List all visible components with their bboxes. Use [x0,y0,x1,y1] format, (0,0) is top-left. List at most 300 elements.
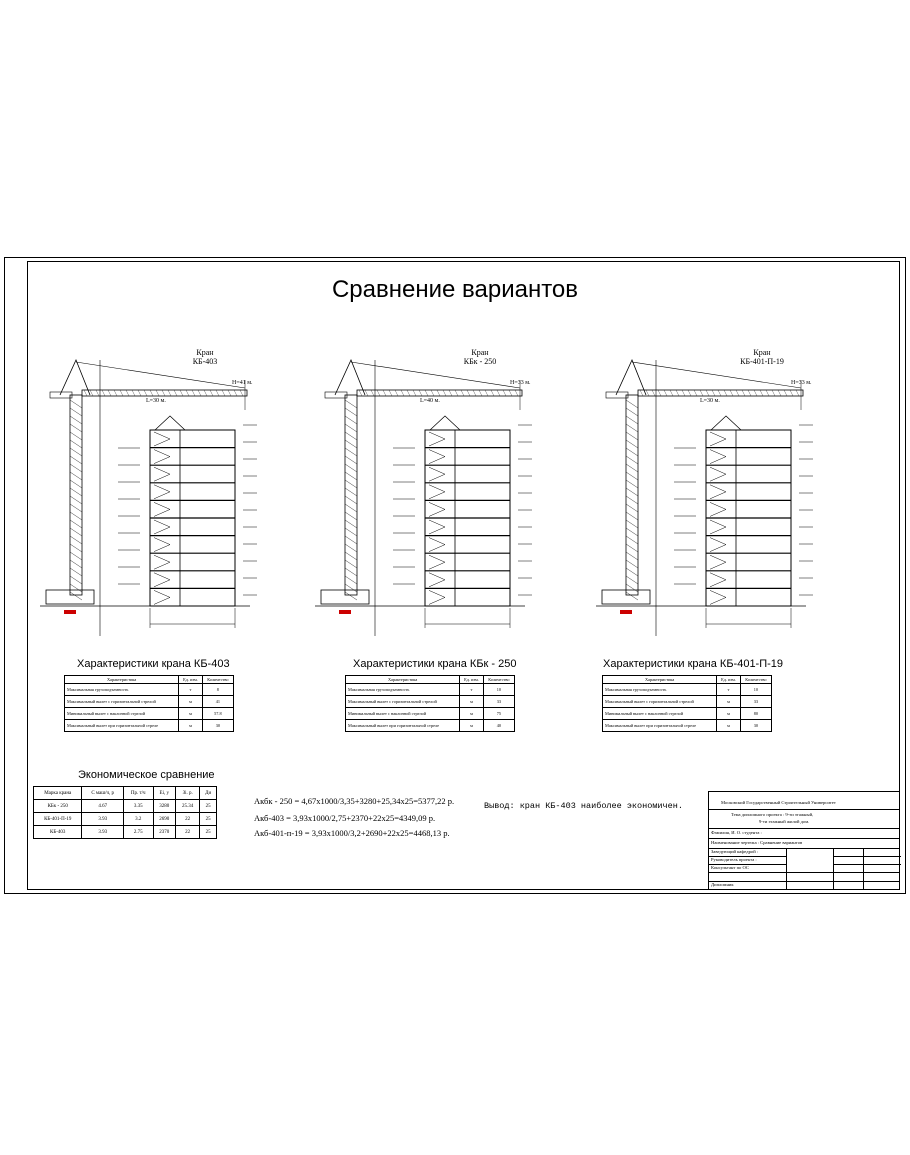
jib-lattice [461,390,464,396]
table-cell: Максимальный вылет с горизонтальной стрелой [346,696,460,708]
crane-label-3: Кран КБ-401-П-19 [740,348,784,366]
stair-flight [710,485,726,499]
mast-lattice [345,472,357,480]
table-cell: 3.2 [123,813,153,826]
crane-2-height: Н=33 м. [510,380,531,386]
table-row [34,813,217,826]
jib-lattice [114,390,117,396]
crane-1-reach: L=30 м. [146,398,166,404]
table-cell: 25.34 [175,800,199,813]
table-cell: 57.8 [202,708,233,720]
jib-lattice [425,390,428,396]
mast-lattice [626,584,638,592]
jib-lattice [401,390,404,396]
jib-lattice [772,390,775,396]
mast-lattice [70,552,82,560]
jib-lattice [706,390,709,396]
crane-1-height: Н=41 м. [232,380,253,386]
jib-lattice [162,390,165,396]
jib-lattice [359,390,362,396]
jib-lattice [383,390,386,396]
roof-structure [155,416,185,430]
mast-lattice [70,504,82,512]
crane-3-height: Н=33 м. [791,380,812,386]
mast-lattice [626,480,638,488]
jib-lattice [503,390,506,396]
mast-lattice [70,416,82,424]
jib-lattice [742,390,745,396]
stair-flight [154,432,170,446]
roof-structure [430,416,460,430]
mast-lattice [345,576,357,584]
mast-lattice [70,520,82,528]
table-row [346,696,515,708]
stair-flight [154,485,170,499]
mast-lattice [626,464,638,472]
crane-3-reach: L=30 м. [700,398,720,404]
mast-lattice [626,416,638,424]
mast-lattice [70,432,82,440]
stair-flight [154,520,170,534]
table-cell: 2.75 [123,826,153,839]
jib-lattice [485,390,488,396]
jib-lattice [778,390,781,396]
table-row [603,708,772,720]
mast-lattice [626,456,638,464]
eco-header: С маш/ч, р [82,787,124,800]
stamp-student: Фамилия, И. О. студента : [711,830,762,835]
jib-lattice [108,390,111,396]
mast-lattice [345,560,357,568]
crane-label-2: Кран КБк - 250 [463,348,497,366]
mast-lattice [70,544,82,552]
stamp-head-dept: Заведующий кафедрой : [711,849,759,854]
mast-lattice [345,512,357,520]
stair-flight [154,502,170,516]
table-cell: 25 [200,800,217,813]
mast-lattice [626,400,638,408]
table-cell: 22 [175,826,199,839]
mast-lattice [70,560,82,568]
stair-flight [429,520,445,534]
jib-lattice [138,390,141,396]
mast-lattice [70,536,82,544]
jib-lattice [144,390,147,396]
stair-flight [710,590,726,604]
jib-lattice [736,390,739,396]
jib-lattice [371,390,374,396]
jib-lattice [413,390,416,396]
stair-flight [429,467,445,481]
stair-flight [429,555,445,569]
mast-lattice [345,496,357,504]
jib-lattice [90,390,93,396]
mast-lattice [626,536,638,544]
table-cell: Максимальный вылет с горизонтальной стрелой [603,696,717,708]
jib-lattice [497,390,500,396]
mast-lattice [70,408,82,416]
stair-flight [429,590,445,604]
title-block [708,791,900,890]
table-cell: м [179,708,202,720]
jib-lattice [126,390,129,396]
jib-lattice [760,390,763,396]
eco-header: Пр. т/ч [123,787,153,800]
table-cell: 2370 [153,826,175,839]
jib-lattice [102,390,105,396]
table-cell: м [717,696,740,708]
mast-lattice [626,552,638,560]
table-cell: м [460,696,483,708]
stamp-diploma: Дипломник [711,882,734,887]
table-cell: м [179,720,202,732]
stair-flight [154,555,170,569]
stamp-theme-1: Тема дипломного проекта : 9-ти этажный, [731,812,814,817]
jib-lattice [180,390,183,396]
table-cell: м [460,720,483,732]
table-cell: 3.93 [82,813,124,826]
stamp-supervisor: Руководитель проекта : [711,857,757,862]
mast-lattice [70,528,82,536]
crane-rail-mark [339,610,351,614]
jib-lattice [670,390,673,396]
jib-lattice [407,390,410,396]
stair-flight [429,573,445,587]
stair-flight [710,450,726,464]
mast-lattice [626,544,638,552]
char-title-2: Характеристики крана КБк - 250 [353,658,517,670]
jib-lattice [694,390,697,396]
mast-lattice [70,512,82,520]
stamp-consultant: Консультант по ОС [711,865,749,870]
stair-flight [710,573,726,587]
char-title-3: Характеристики крана КБ-401-П-19 [603,658,784,670]
mast-lattice [345,464,357,472]
stair-flight [429,538,445,552]
table-cell: КБ-403 [34,826,82,839]
jib-lattice [240,390,243,396]
stair-flight [154,450,170,464]
jib-lattice [156,390,159,396]
table-cell: 33 [483,696,514,708]
jib-lattice [730,390,733,396]
jib-lattice [784,390,787,396]
table-cell: КБк - 250 [34,800,82,813]
jib-lattice [676,390,679,396]
crane-rail-mark [64,610,76,614]
crane-rail-mark [620,610,632,614]
stair-flight [710,520,726,534]
mast-lattice [626,488,638,496]
char-header: Характеристика [65,676,179,684]
mast-lattice [345,416,357,424]
jib-lattice [712,390,715,396]
mast-lattice [70,456,82,464]
table-cell: 8 [202,684,233,696]
mast-lattice [70,584,82,592]
jib-lattice [646,390,649,396]
jib-lattice [748,390,751,396]
mast-lattice [345,488,357,496]
stamp-drawing-name: Наименование чертежа : Сравнение вариантов [711,840,803,845]
jib-lattice [467,390,470,396]
table-row [34,826,217,839]
jib-lattice [210,390,213,396]
table-cell: Максимальный вылет при горизонтальной стреле [65,720,179,732]
table-cell: т [460,684,483,696]
crane-label-1: Кран КБ-403 [192,348,218,366]
table-cell: м [717,720,740,732]
mast-lattice [626,408,638,416]
mast-lattice [626,528,638,536]
mast-lattice [345,440,357,448]
jib-lattice [168,390,171,396]
mast-lattice [345,536,357,544]
eco-header: Зi. р. [175,787,199,800]
table-cell: 10 [740,684,771,696]
mast-lattice [345,568,357,576]
table-cell: 22 [175,813,199,826]
table-cell: 4.67 [82,800,124,813]
mast-lattice [626,496,638,504]
table-cell: 41 [202,696,233,708]
table-row [65,720,234,732]
jib-lattice [449,390,452,396]
jib-lattice [204,390,207,396]
jib-lattice [766,390,769,396]
jib-lattice [682,390,685,396]
mast-lattice [345,408,357,416]
jib-lattice [515,390,518,396]
table-cell: м [717,708,740,720]
mast-lattice [626,504,638,512]
table-cell: 40 [483,720,514,732]
mast-lattice [345,448,357,456]
mast-lattice [70,424,82,432]
mast-lattice [70,576,82,584]
table-cell: 30 [202,720,233,732]
jib-lattice [688,390,691,396]
eco-header: Ди [200,787,217,800]
table-cell: 30 [740,720,771,732]
conclusion-text: Вывод: кран КБ-403 наиболее экономичен. [484,801,683,811]
mast-lattice [70,480,82,488]
jib-lattice [150,390,153,396]
jib-lattice [754,390,757,396]
char-header: Ед. изм. [717,676,740,684]
jib-lattice [96,390,99,396]
stamp-theme-2: 9-ти этажный жилой дом. [759,819,810,824]
jib-lattice [491,390,494,396]
table-cell: т [717,684,740,696]
mast-lattice [70,488,82,496]
mast-lattice [70,440,82,448]
table-cell: 3.35 [123,800,153,813]
char-header: Характеристика [346,676,460,684]
stair-flight [429,432,445,446]
stair-flight [429,485,445,499]
mast-lattice [626,432,638,440]
table-cell: Минимальный вылет с наклонной стрелой [603,708,717,720]
jib-lattice [120,390,123,396]
char-title-1: Характеристики крана КБ-403 [77,658,230,670]
jib-lattice [84,390,87,396]
jib-lattice [790,390,793,396]
stair-flight [710,467,726,481]
mast-lattice [345,424,357,432]
char-table-1 [64,675,234,732]
table-cell: Максимальный вылет с горизонтальной стрелой [65,696,179,708]
mast-lattice [70,592,82,600]
char-header: Количество [740,676,771,684]
table-cell: 75 [483,708,514,720]
table-row [65,708,234,720]
table-row [346,708,515,720]
mast-lattice [626,448,638,456]
table-cell: 3280 [153,800,175,813]
mast-lattice [626,560,638,568]
stair-flight [710,538,726,552]
mast-lattice [626,472,638,480]
jib-lattice [234,390,237,396]
eco-header: Еi, у [153,787,175,800]
stair-flight [429,450,445,464]
table-cell: Максимальный вылет при горизонтальной стреле [346,720,460,732]
formula-2: Акб-403 = 3,93х1000/2,75+2370+22х25=4349,09 р. [254,813,436,823]
stair-flight [154,467,170,481]
jib-lattice [377,390,380,396]
jib-lattice [216,390,219,396]
eco-header: Марка крана [34,787,82,800]
page-title: Сравнение вариантов [331,276,579,303]
mast-lattice [345,584,357,592]
table-row [346,684,515,696]
table-cell: Минимальный вылет с наклонной стрелой [65,708,179,720]
mast-lattice [345,552,357,560]
mast-lattice [345,456,357,464]
economic-title: Экономическое сравнение [78,769,215,781]
table-row [603,696,772,708]
table-cell: Максимальный вылет при горизонтальной стреле [603,720,717,732]
table-row [65,684,234,696]
crane-2-reach: L=40 м. [420,398,440,404]
mast-lattice [626,512,638,520]
economic-table [33,786,217,839]
jib-lattice [132,390,135,396]
table-row [346,720,515,732]
jib-lattice [640,390,643,396]
jib-lattice [658,390,661,396]
jib-lattice [192,390,195,396]
table-cell: Максимальная грузоподъемность [603,684,717,696]
stair-flight [154,538,170,552]
table-cell: 10 [483,684,514,696]
stair-flight [154,573,170,587]
jib-lattice [718,390,721,396]
table-row [34,800,217,813]
formula-3: Акб-401-п-19 = 3,93х1000/3,2+2690+22х25=4468,13 р. [254,828,450,838]
mast-lattice [345,592,357,600]
roof-structure [711,416,741,430]
jib-lattice [664,390,667,396]
jib-lattice [437,390,440,396]
mast-lattice [626,424,638,432]
jib-lattice [796,390,799,396]
mast-lattice [345,400,357,408]
mast-lattice [345,528,357,536]
jib-lattice [186,390,189,396]
jib-lattice [509,390,512,396]
formula-1: Акбк - 250 = 4,67х1000/3,35+3280+25,34х25=5377,22 р. [254,796,455,806]
stamp-university: Московский Государственный Строительный Университет [721,800,836,805]
jib-lattice [479,390,482,396]
table-cell: 3.93 [82,826,124,839]
mast-lattice [70,568,82,576]
char-header: Количество [202,676,233,684]
table-row [65,696,234,708]
mast-lattice [345,544,357,552]
mast-lattice [345,504,357,512]
table-cell: КБ-401-П-19 [34,813,82,826]
mast-lattice [626,440,638,448]
table-cell: м [460,708,483,720]
jib-lattice [473,390,476,396]
table-cell: 2690 [153,813,175,826]
mast-lattice [70,400,82,408]
table-cell: Минимальный вылет с наклонной стрелой [346,708,460,720]
stair-flight [429,502,445,516]
stair-flight [154,590,170,604]
table-cell: 25 [200,813,217,826]
mast-lattice [345,520,357,528]
stair-flight [710,432,726,446]
jib-lattice [431,390,434,396]
mast-lattice [70,496,82,504]
char-header: Характеристика [603,676,717,684]
char-header: Количество [483,676,514,684]
table-row [603,684,772,696]
mast-lattice [626,592,638,600]
jib-lattice [724,390,727,396]
mast-lattice [345,480,357,488]
mast-lattice [626,520,638,528]
jib-lattice [443,390,446,396]
jib-lattice [395,390,398,396]
jib-lattice [419,390,422,396]
table-cell: 33 [740,696,771,708]
jib-lattice [652,390,655,396]
mast-lattice [626,576,638,584]
table-cell: 80 [740,708,771,720]
jib-lattice [365,390,368,396]
table-cell: м [179,696,202,708]
mast-lattice [626,568,638,576]
table-cell: 25 [200,826,217,839]
mast-lattice [70,472,82,480]
char-table-3 [602,675,772,732]
table-cell: т [179,684,202,696]
char-header: Ед. изм. [179,676,202,684]
jib-lattice [389,390,392,396]
jib-lattice [228,390,231,396]
char-header: Ед. изм. [460,676,483,684]
stair-flight [710,555,726,569]
mast-lattice [70,464,82,472]
char-table-2 [345,675,515,732]
table-row [603,720,772,732]
stair-flight [710,502,726,516]
jib-lattice [455,390,458,396]
